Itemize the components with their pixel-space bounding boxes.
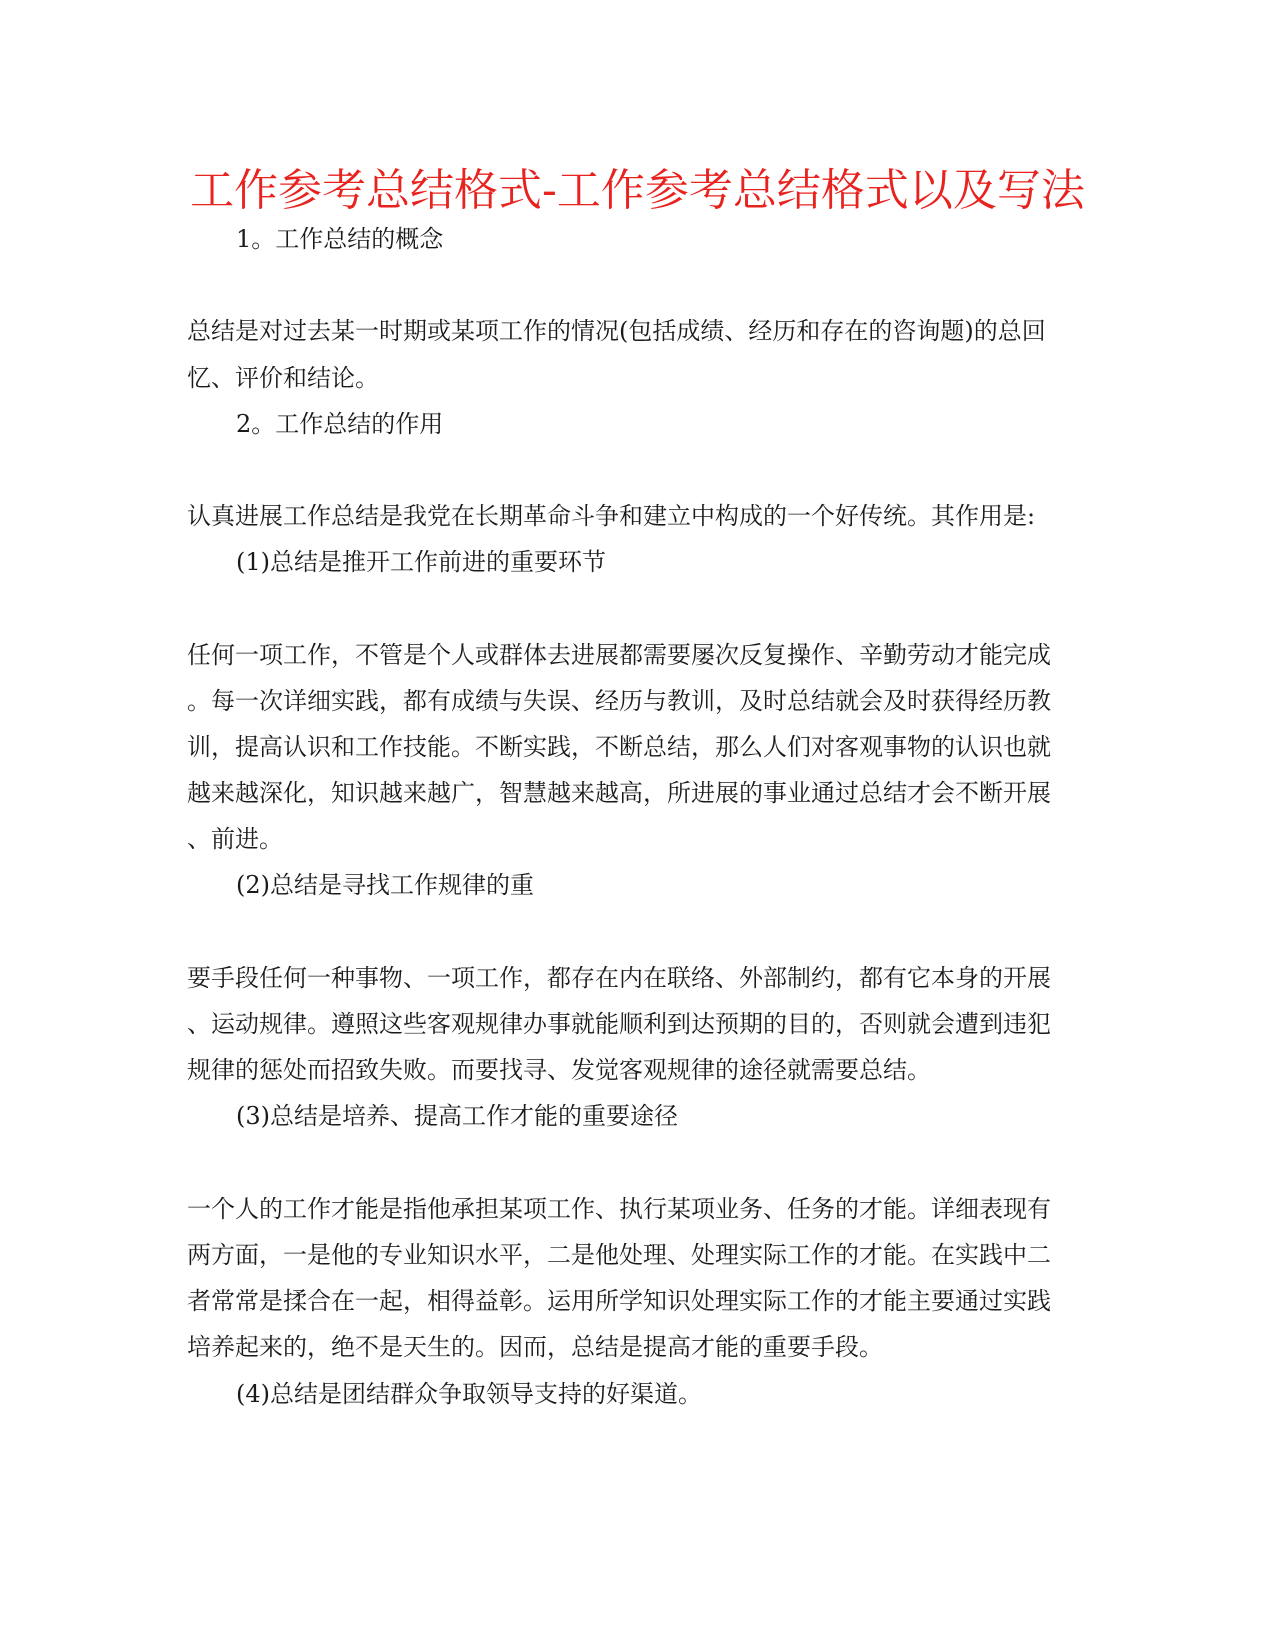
section-4-line-3: 规律的惩处而招致失败。而要找寻、发觉客观规律的途径就需要总结。 (187, 1056, 931, 1084)
section-3-line-3: 训，提高认识和工作技能。不断实践，不断总结，那么人们对客观事物的认识也就 (187, 733, 1051, 761)
section-5-line-3: 者常常是揉合在一起，相得益彰。运用所学知识处理实际工作的才能主要通过实践 (187, 1287, 1051, 1315)
section-4-line-1: 要手段任何一种事物、一项工作，都存在内在联络、外部制约，都有它本身的开展 (187, 964, 1051, 992)
section-heading-1: 1。工作总结的概念 (236, 225, 444, 253)
document-title: 工作参考总结格式-工作参考总结格式以及写法 (190, 165, 1085, 216)
section-5-line-1: 一个人的工作才能是指他承担某项工作、执行某项业务、任务的才能。详细表现有 (187, 1195, 1051, 1223)
section-2-line-1: 认真进展工作总结是我党在长期革命斗争和建立中构成的一个好传统。其作用是: (187, 502, 1036, 530)
section-1-line-2: 忆、评价和结论。 (187, 364, 379, 392)
section-heading-6: (4)总结是团结群众争取领导支持的好渠道。 (236, 1380, 702, 1408)
section-3-line-4: 越来越深化，知识越来越广，智慧越来越高，所进展的事业通过总结才会不断开展 (187, 779, 1051, 807)
section-heading-2: 2。工作总结的作用 (236, 410, 444, 438)
section-5-line-2: 两方面，一是他的专业知识水平，二是他处理、处理实际工作的才能。在实践中二 (187, 1241, 1051, 1269)
section-1-line-1: 总结是对过去某一时期或某项工作的情况(包括成绩、经历和存在的咨询题)的总回 (187, 317, 1046, 345)
section-5-line-4: 培养起来的，绝不是天生的。因而，总结是提高才能的重要手段。 (187, 1333, 883, 1361)
section-3-line-1: 任何一项工作，不管是个人或群体去进展都需要屡次反复操作、辛勤劳动才能完成 (187, 641, 1051, 669)
section-4-line-2: 、运动规律。遵照这些客观规律办事就能顺利到达预期的目的，否则就会遭到违犯 (187, 1010, 1051, 1038)
section-heading-5: (3)总结是培养、提高工作才能的重要途径 (236, 1102, 678, 1130)
section-heading-4: (2)总结是寻找工作规律的重 (236, 871, 534, 899)
section-3-line-2: 。每一次详细实践，都有成绩与失误、经历与教训，及时总结就会及时获得经历教 (187, 687, 1051, 715)
section-3-line-5: 、前进。 (187, 825, 283, 853)
section-heading-3: (1)总结是推开工作前进的重要环节 (236, 548, 606, 576)
